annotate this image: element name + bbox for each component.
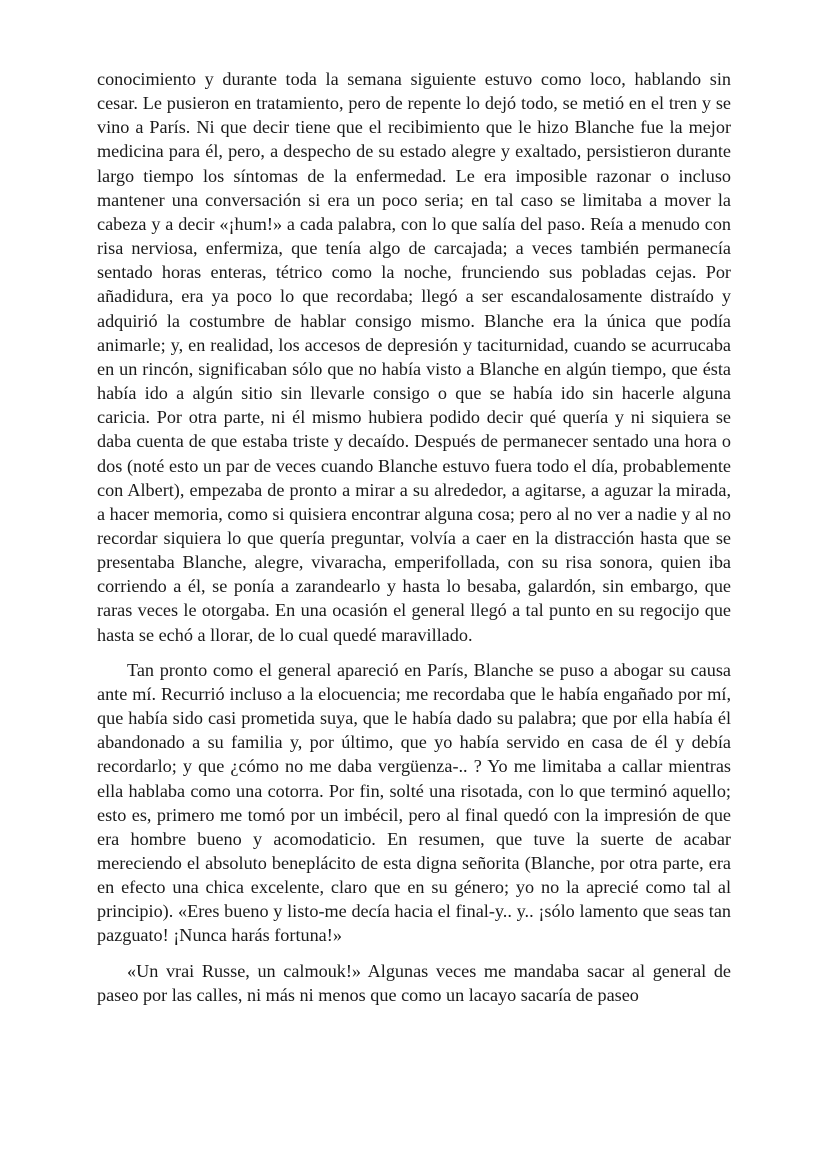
paragraph-1: conocimiento y durante toda la semana siguiente estuvo como loco, hablando sin cesar. Le pusieron en tratamiento, pero de repente lo dejó todo, se metió en el tren y se vino a París. Ni que decir tiene que el recibimiento que le hizo Blanche fue la mejor medicina para él, pero, a despecho de su estado alegre y exaltado, persistieron durante largo tiempo los síntomas de la enfermedad. Le era imposible razonar o incluso mantener una conversación si era un poco seria; en tal caso se limitaba a mover la cabeza y a decir «¡hum!» a cada palabra, con lo que salía del paso. Reía a menudo con risa nerviosa, enfermiza, que tenía algo de carcajada; a veces también permanecía sentado horas enteras, tétrico como la noche, frunciendo sus pobladas cejas. Por añadidura, era ya poco lo que recordaba; llegó a ser escandalosamente distraído y adquirió la costumbre de hablar consigo mismo. Blanche era la única que podía animarle; y, en realidad, los accesos de depresión y taciturnidad, cuando se acurrucaba en un rincón, significaban sólo que no había visto a Blanche en algún tiempo, que ésta había ido a algún sitio sin llevarle consigo o que se había ido sin hacerle alguna caricia. Por otra parte, ni él mismo hubiera podido decir qué quería y ni siquiera se daba cuenta de que estaba triste y decaído. Después de permanecer sentado una hora o dos (noté esto un par de veces cuando Blanche estuvo fuera todo el día, probablemente con Albert), empezaba de pronto a mirar a su alrededor, a agitarse, a aguzar la mirada, a hacer memoria, como si quisiera encontrar alguna cosa; pero al no ver a nadie y al no recordar siquiera lo que quería preguntar, volvía a caer en la distracción hasta que se presentaba Blanche, alegre, vivaracha, emperifollada, con su risa sonora, quien iba corriendo a él, se ponía a zarandearlo y hasta lo besaba, galardón, sin embargo, que raras veces le otorgaba. En una ocasión el general llegó a tal punto en su regocijo que hasta se echó a llorar, de lo cual quedé maravillado. [97, 69, 731, 645]
paragraph-3: «Un vrai Russe, un calmouk!» Algunas veces me mandaba sacar al general de paseo por las calles, ni más ni menos que como un lacayo sacaría de paseo [97, 960, 731, 1005]
paragraph-2: Tan pronto como el general apareció en París, Blanche se puso a abogar su causa ante mí. Recurrió incluso a la elocuencia; me recordaba que le había engañado por mí, que había sido casi prometida suya, que le había dado su palabra; que por ella había él abandonado a su familia y, por último, que yo había servido en casa de él y debía recordarlo; y que ¿cómo no me daba vergüenza-.. ? Yo me limitaba a callar mientras ella hablaba como una cotorra. Por fin, solté una risotada, con lo que terminó aquello; esto es, primero me tomó por un imbécil, pero al final quedó con la impresión de que era hombre bueno y acomodaticio. En resumen, que tuve la suerte de acabar mereciendo el absoluto beneplácito de esta digna señorita (Blanche, por otra parte, era en efecto una chica excelente, claro que en su género; yo no la aprecié como tal al principio). «Eres bueno y listo-me decía hacia el final-y.. y.. ¡sólo lamento que seas tan pazguato! ¡Nunca harás fortuna!» [97, 659, 731, 946]
page-body [97, 67, 731, 1007]
